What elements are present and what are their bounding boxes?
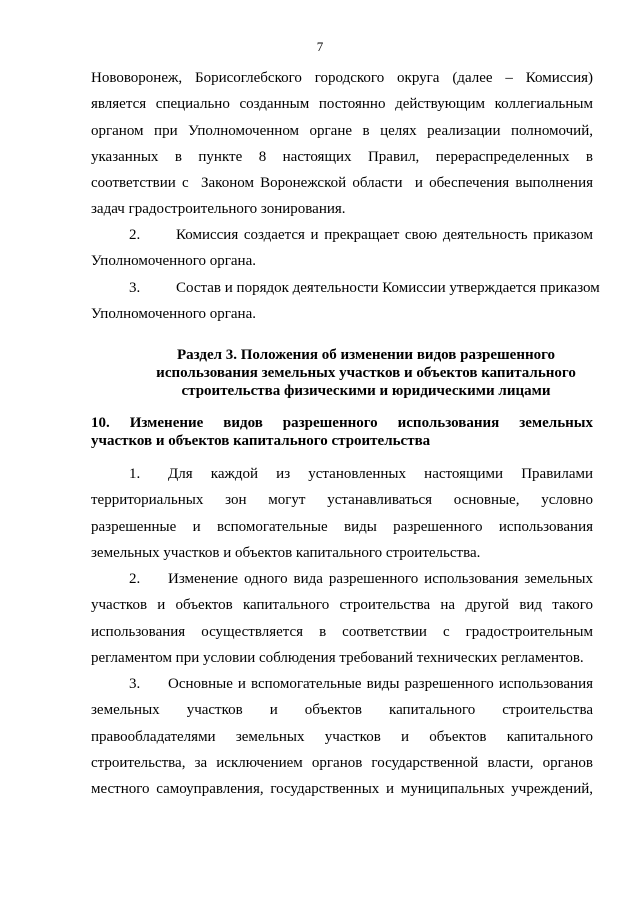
- paragraph-line: задач градостроительного зонирования.: [91, 201, 346, 217]
- paragraph-line: Комиссия создается и прекращает свою деятельность приказом: [176, 227, 593, 243]
- paragraph-line: Уполномоченного органа.: [91, 306, 256, 322]
- paragraph-line: Нововоронеж, Борисоглебского городского округа (далее – Комиссия): [91, 70, 593, 86]
- paragraph-line: органом при Уполномоченном органе в целях реализации полномочий,: [91, 123, 593, 139]
- paragraph-line: регламентом при условии соблюдения требований технических регламентов.: [91, 650, 584, 666]
- paragraph-line: Для каждой из установленных настоящими Правилами: [168, 466, 593, 482]
- item-number: 2.: [129, 227, 141, 243]
- paragraph-line: правообладателями земельных участков и объектов капитального: [91, 729, 593, 745]
- paragraph-line: местного самоуправления, государственных и муниципальных учреждений,: [91, 781, 593, 797]
- article-heading: 10. Изменение видов разрешенного использования земельных: [91, 415, 593, 431]
- page-number: 7: [316, 39, 324, 54]
- item-number: 2.: [129, 571, 141, 587]
- paragraph-line: участков и объектов капитального строительства на другой вид такого: [91, 597, 593, 613]
- paragraph-line: строительства, за исключением органов государственной власти, органов: [91, 755, 593, 771]
- section-heading: Раздел 3. Положения об изменении видов разрешенного: [176, 347, 556, 363]
- section-heading: строительства физическими и юридическими лицами: [181, 383, 551, 399]
- article-heading: участков и объектов капитального строительства: [91, 433, 431, 449]
- item-number: 3.: [129, 676, 141, 692]
- paragraph-line: Уполномоченного органа.: [91, 253, 256, 269]
- paragraph-line: разрешенные и вспомогательные виды разрешенного использования: [91, 519, 593, 535]
- section-heading: использования земельных участков и объектов капитального: [156, 365, 576, 381]
- paragraph-line: Изменение одного вида разрешенного использования земельных: [168, 571, 593, 587]
- paragraph-line: земельных участков и объектов капитального строительства.: [91, 545, 481, 561]
- paragraph-line: соответствии с Законом Воронежской области и обеспечения выполнения: [91, 175, 593, 191]
- paragraph-line: указанных в пункте 8 настоящих Правил, перераспределенных в: [91, 149, 593, 165]
- paragraph-line: земельных участков и объектов капитального строительства: [91, 702, 593, 718]
- paragraph-line: Состав и порядок деятельности Комиссии утверждается приказом: [176, 280, 600, 296]
- paragraph-line: является специально созданным постоянно действующим коллегиальным: [91, 96, 593, 112]
- item-number: 1.: [129, 466, 141, 482]
- paragraph-line: использования осуществляется в соответствии с градостроительным: [91, 624, 593, 640]
- item-number: 3.: [129, 280, 141, 296]
- paragraph-line: Основные и вспомогательные виды разрешенного использования: [168, 676, 593, 692]
- paragraph-line: территориальных зон могут устанавливаться основные, условно: [91, 492, 593, 508]
